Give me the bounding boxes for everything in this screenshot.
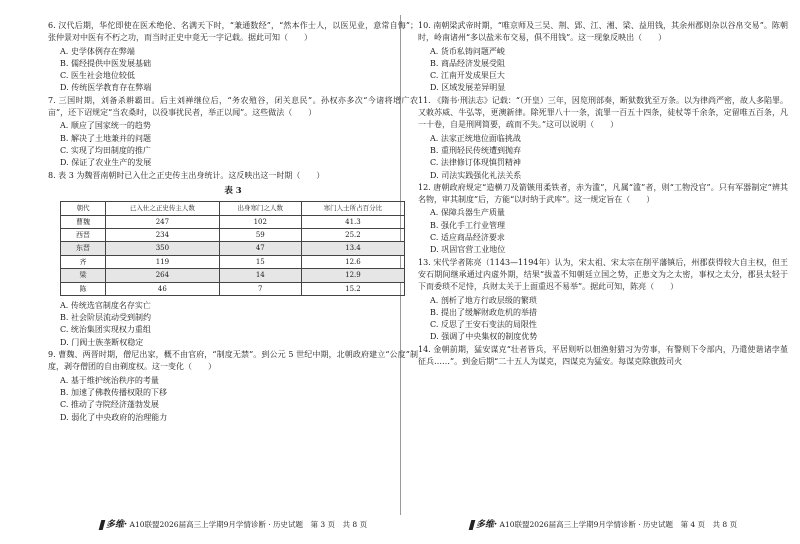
left-page — [48, 20, 418, 424]
option-b: B. 商品经济发展受阻 — [430, 58, 505, 68]
table-row — [61, 282, 405, 295]
option-d: D. 巩固官营工业地位 — [430, 245, 506, 255]
table-cell: 12.6 — [301, 255, 404, 268]
question-9 — [48, 349, 418, 424]
table-cell: 47 — [219, 242, 301, 255]
option-c: C. 实现了均田制度的推广 — [60, 145, 151, 155]
question-stem: 10. 南朝梁武帝时期，“唯京师及三吴、荆、郢、江、湘、梁、益用钱，其余州郡则杂以谷帛交易”。陈朝时，岭南诸州“多以盐米布交易，俱不用钱”。这一现象反映出（ ） — [418, 21, 788, 43]
table-cell: 齐 — [61, 255, 106, 268]
question-12 — [418, 182, 788, 257]
option-d: D. 弱化了中央政府的治理能力 — [60, 412, 168, 422]
table-cell: 234 — [106, 228, 220, 241]
table-header-row — [61, 202, 405, 215]
option-d: D. 司法实践强化礼法关系 — [430, 170, 522, 180]
question-6 — [48, 20, 418, 95]
option-b: B. 重刑轻民传统遭到抛弃 — [430, 145, 521, 155]
question-stem: 11. 《隋书·刑法志》记载：“（开皇）三年，因览刑部奏，断狱数犹至万条。以为律尚严密，故人多陷罪。又敕苏威、牛弘等，更澳新律。除死罪八十一条，流罪一百五十四条，徒杖等千余条，定留唯五百条，凡一十卷，自是刑网简要，疏而不失。”这可以说明（ ） — [418, 95, 788, 130]
option-c: C. 反思了王安石变法的局限性 — [430, 320, 537, 330]
table-cell: 15 — [219, 255, 301, 268]
table-cell: 25.2 — [301, 228, 404, 241]
table-row — [61, 215, 405, 228]
question-8 — [48, 170, 418, 350]
option-c: C. 推动了寺院经济蓬勃发展 — [60, 400, 159, 410]
table-header: 朝代 — [61, 202, 106, 215]
table-cell: 陈 — [61, 282, 106, 295]
table-cell: 59 — [219, 228, 301, 241]
table-cell: 15.2 — [301, 282, 404, 295]
table-cell: 7 — [219, 282, 301, 295]
option-a: A. 传统选官制度名存实亡 — [60, 300, 151, 310]
option-a: A. 保障兵器生产质量 — [430, 208, 505, 218]
table-cell: 119 — [106, 255, 220, 268]
table-row — [61, 228, 405, 241]
option-b: B. 社会阶层流动受到制约 — [60, 313, 151, 323]
footer-text: A10联盟2026届高三上学期9月学情诊断 · 历史试题 第 4 页 共 8 页 — [499, 520, 738, 529]
question-11 — [418, 95, 788, 182]
page-footer — [100, 517, 367, 530]
table-header: 出身寒门之人数 — [219, 202, 301, 215]
option-d: D. 传统医学教育存在弊端 — [60, 83, 152, 93]
logo-icon — [469, 520, 476, 530]
brand-name: 多维· — [106, 520, 128, 530]
option-c: C. 医生社会地位较低 — [60, 71, 135, 81]
question-stem: 7. 三国时期，刘备杀耕霸田。后主刘禅继位后，“务农殖谷，闭关息民”。孙权亦多次“今诸将增广农亩”，还下诏规定“当农桑时，以役事扰民者，举正以闻”。这些做法（ ） — [48, 95, 418, 118]
question-13 — [418, 257, 788, 344]
table-header: 已入仕之正史传主人数 — [106, 202, 220, 215]
table-row — [61, 269, 405, 282]
footer-text: A10联盟2026届高三上学期9月学情诊断 · 历史试题 第 3 页 共 8 页 — [129, 520, 368, 529]
option-a: A. 顺应了国家统一的趋势 — [60, 121, 151, 131]
question-stem: 13. 宋代学者陈亮（1143—1194年）认为，宋太祖、宋太宗在削平藩镇后，州郡获得较大自主权，但王安石期间继承通过内虚外期，结果“拔盖不知朝廷立国之势，正患文为之太密，事权之太分，郡县太轻于下而委琐不足恃，兵财太关于上面重迟不易举”。据此可知，陈亮（ ） — [418, 257, 788, 292]
question-7 — [48, 95, 418, 170]
option-c: C. 统治集团实现权力重组 — [60, 325, 151, 335]
option-a: A. 基于维护统治秩序的考量 — [60, 375, 159, 385]
option-d: D. 强调了中央集权的制度优势 — [430, 332, 538, 342]
table-row — [61, 242, 405, 255]
statistics-table — [60, 201, 405, 296]
option-d: D. 保证了农业生产的发展 — [60, 158, 152, 168]
table-cell: 12.9 — [301, 269, 404, 282]
question-14 — [418, 344, 788, 369]
table-cell: 41.3 — [301, 215, 404, 228]
table-cell: 西晋 — [61, 228, 106, 241]
question-stem: 12. 唐朝政府规定“造横刀及箭镞用柔铁者，赤为滥”，凡属“滥”者，则“工物没官”。只有军器制定“辨其名物，审其制度”后，方能“以时纳于武库”。这一规定旨在（ ） — [418, 182, 788, 205]
table-cell: 46 — [106, 282, 220, 295]
option-b: B. 儒经提供中医发展基础 — [60, 58, 151, 68]
table-cell: 102 — [219, 215, 301, 228]
option-b: B. 解决了土地兼并的问题 — [60, 133, 151, 143]
table-cell: 350 — [106, 242, 220, 255]
table-cell: 264 — [106, 269, 220, 282]
option-c: C. 江南开发成果巨大 — [430, 71, 505, 81]
table-cell: 14 — [219, 269, 301, 282]
option-a: A. 史学体例存在弊端 — [60, 46, 135, 56]
table-row — [61, 255, 405, 268]
option-b: B. 强化手工行业管理 — [430, 220, 505, 230]
right-page — [418, 20, 788, 369]
option-d: D. 区域发展差异明显 — [430, 83, 506, 93]
option-a: A. 法家正统地位面临挑战 — [430, 133, 521, 143]
option-a: A. 货币私铸问题严峻 — [430, 46, 505, 56]
option-c: C. 法律修订体现慎罚精神 — [430, 158, 521, 168]
table-cell: 曹魏 — [61, 215, 106, 228]
page-footer — [470, 517, 737, 530]
brand-name: 多维· — [476, 520, 498, 530]
option-c: C. 适应商品经济要求 — [430, 233, 505, 243]
option-b: B. 加速了佛教传播权限的下移 — [60, 387, 167, 397]
table-caption: 表 3 — [224, 185, 242, 196]
table-cell: 247 — [106, 215, 220, 228]
logo-icon — [99, 520, 106, 530]
option-d: D. 门阀士族垄断权稳定 — [60, 337, 144, 347]
question-stem: 8. 表 3 为魏晋南朝时已入仕之正史传主出身统计。这反映出这一时期（ ） — [48, 170, 325, 180]
question-stem: 9. 曹魏、两晋时期，僧尼出家，概不由官府，“制度无禁”。到公元 5 世纪中期，北朝政府建立“公度”制度，剥夺僧团的自由剃度权。这一变化（ ） — [48, 350, 418, 372]
question-stem: 14. 金朝前期，猛安谋克“壮者皆兵，平居则听以佃渔射猎习为劳事，有警则下令部内，乃遣使谐诸孛堇征兵……”。到金后期“二十五人为谋克，四谋克为猛安。每谋克除旗鼓司火 — [418, 344, 788, 367]
option-a: A. 剖析了地方行政层级的繁琐 — [430, 295, 537, 305]
table-cell: 13.4 — [301, 242, 404, 255]
question-stem: 6. 汉代后期，华佗即使在医术绝伦、名满天下时，“兼通数经”，“然本作士人，以医见业，意常自悔”；张仲景对中医有不朽之功，而当时正史中竟无一字记载。据此可知（ ） — [48, 21, 418, 43]
question-10 — [418, 20, 788, 95]
table-cell: 梁 — [61, 269, 106, 282]
table-cell: 东晋 — [61, 242, 106, 255]
option-b: B. 提出了缓解财政危机的举措 — [430, 307, 537, 317]
table-header: 寒门人士所占百分比 — [301, 202, 404, 215]
